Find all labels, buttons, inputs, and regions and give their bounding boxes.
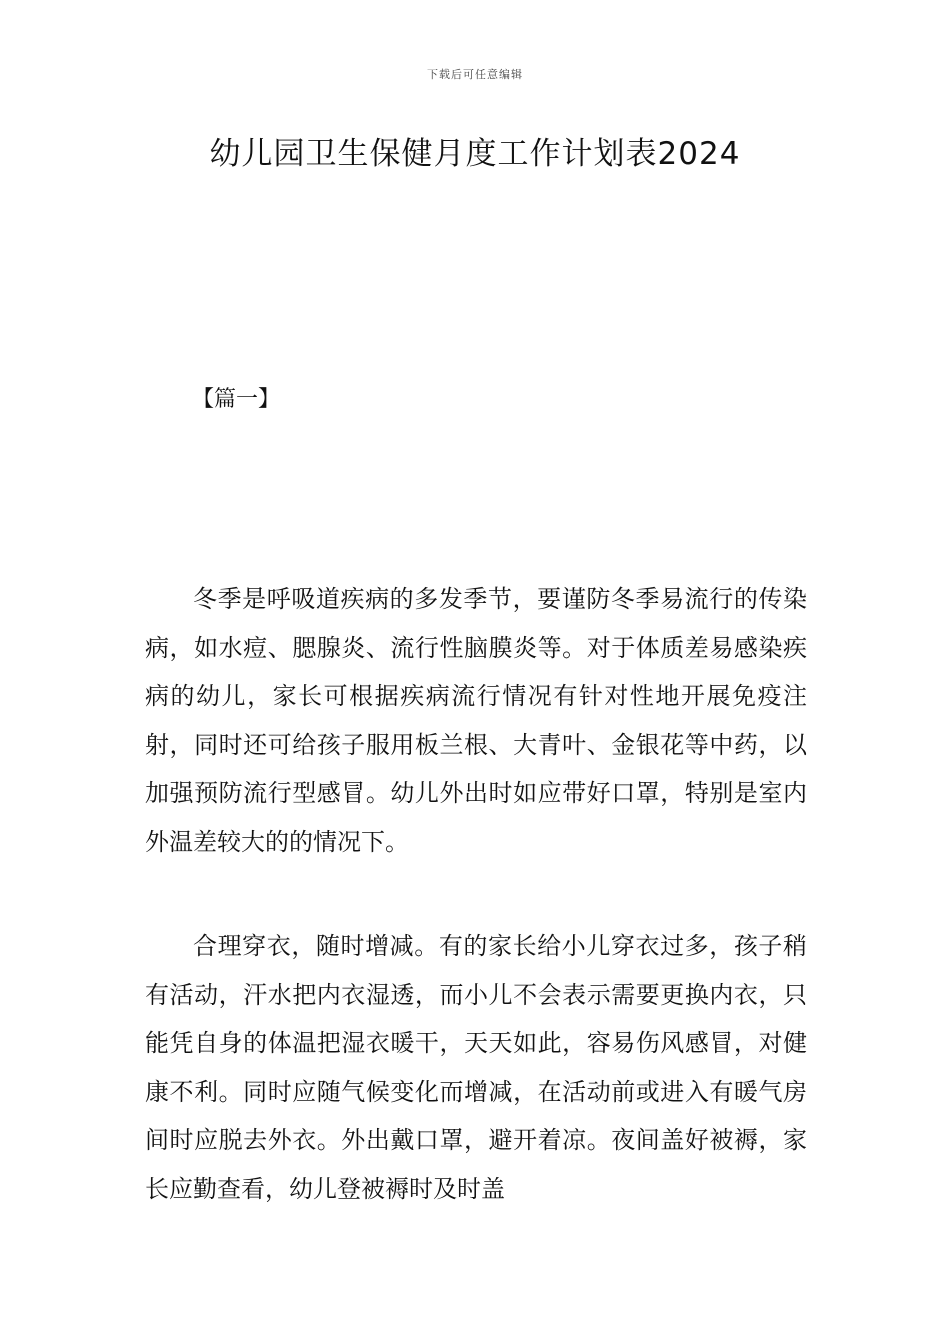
header-note: 下载后可任意编辑: [427, 68, 523, 81]
document-title: 幼儿园卫生保健月度工作计划表2024: [209, 136, 741, 172]
body-paragraph-2: 合理穿衣，随时增减。有的家长给小儿穿衣过多，孩子稍有活动，汗水把内衣湿透，而小儿不会表示需要更换内衣，只能凭自身的体温把湿衣暖干，天天如此，容易伤风感冒，对健康不利。同时应随气候变化而增减，在活动前或进入有暖气房间时应脱去外衣。外出戴口罩，避开着凉。夜间盖好被褥，家长应勤查看，幼儿登被褥时及时盖: [145, 932, 807, 1203]
body-paragraph-1: 冬季是呼吸道疾病的多发季节，要谨防冬季易流行的传染病，如水痘、腮腺炎、流行性脑膜炎等。对于体质差易感染疾病的幼儿，家长可根据疾病流行情况有针对性地开展免疫注射，同时还可给孩子服用板兰根、大青叶、金银花等中药，以加强预防流行型感冒。幼儿外出时如应带好口罩，特别是室内外温差较大的的情况下。: [145, 585, 807, 856]
section-label: 【篇一】: [192, 387, 281, 412]
